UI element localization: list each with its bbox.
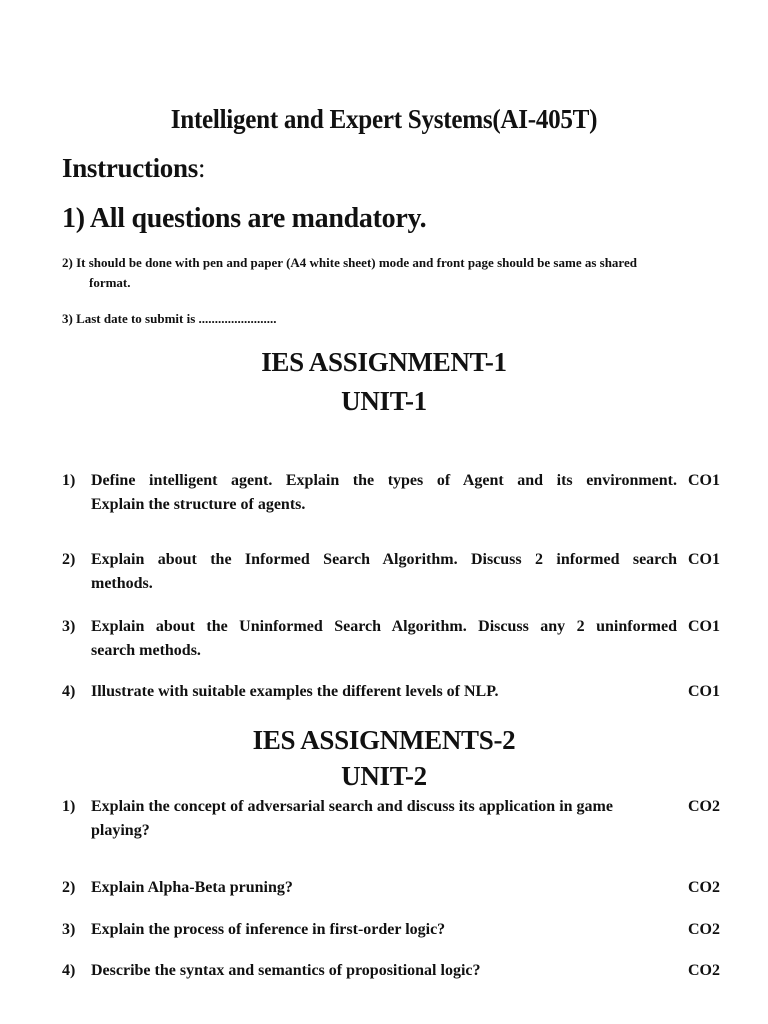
question-text-line2: Explain the structure of agents. [91,496,306,513]
assignment-1-title: IES ASSIGNMENT-1 [261,347,507,377]
instruction-2 [62,253,722,293]
instruction-3: 3) Last date to submit is ........................ [62,311,277,326]
course-outcome-label: CO1 [688,683,720,700]
question-text-line1: Explain Alpha-Beta pruning? [91,879,293,896]
course-outcome-label: CO1 [688,472,720,489]
question-number: 1) [62,798,76,815]
question-number: 4) [62,683,76,700]
document-title: Intelligent and Expert Systems(AI-405T) [170,104,598,134]
question-text-line2: methods. [91,575,153,592]
question-text-line1: Explain about the Informed Search Algorithm. Discuss 2 informed search [91,551,677,568]
instructions-heading-text: Instructions [62,153,198,183]
question-number: 1) [62,472,76,489]
question-number: 2) [62,879,76,896]
instructions-heading-colon: : [197,153,206,183]
assignment-2-title: IES ASSIGNMENTS-2 [252,725,516,755]
assignment-1-unit: UNIT-1 [341,386,427,416]
course-outcome-label: CO2 [688,921,720,938]
course-outcome-label: CO2 [688,879,720,896]
question-text-line1: Illustrate with suitable examples the different levels of NLP. [91,683,499,700]
question-text-line1: Explain the process of inference in first-order logic? [91,921,446,938]
question-text-line1: Describe the syntax and semantics of propositional logic? [91,962,481,979]
question-text-line1: Define intelligent agent. Explain the types of Agent and its environment. [91,472,677,489]
question-text-line1: Explain the concept of adversarial search and discuss its application in game [91,798,613,815]
question-text-line2: search methods. [91,642,201,659]
instructions-heading [62,153,205,184]
question-number: 3) [62,618,76,635]
assignment-2-unit: UNIT-2 [341,761,427,791]
question-number: 3) [62,921,76,938]
question-number: 2) [62,551,76,568]
instruction-2-line1: 2) It should be done with pen and paper (A4 white sheet) mode and front page should be same as shared [62,255,637,270]
question-text-line2: playing? [91,822,150,839]
instruction-2-line2: format. [89,275,131,290]
course-outcome-label: CO1 [688,551,720,568]
course-outcome-label: CO2 [688,798,720,815]
question-text-line1: Explain about the Uninformed Search Algorithm. Discuss any 2 uninformed [91,618,677,635]
instruction-1: 1) All questions are mandatory. [62,203,427,234]
course-outcome-label: CO2 [688,962,720,979]
course-outcome-label: CO1 [688,618,720,635]
question-number: 4) [62,962,76,979]
